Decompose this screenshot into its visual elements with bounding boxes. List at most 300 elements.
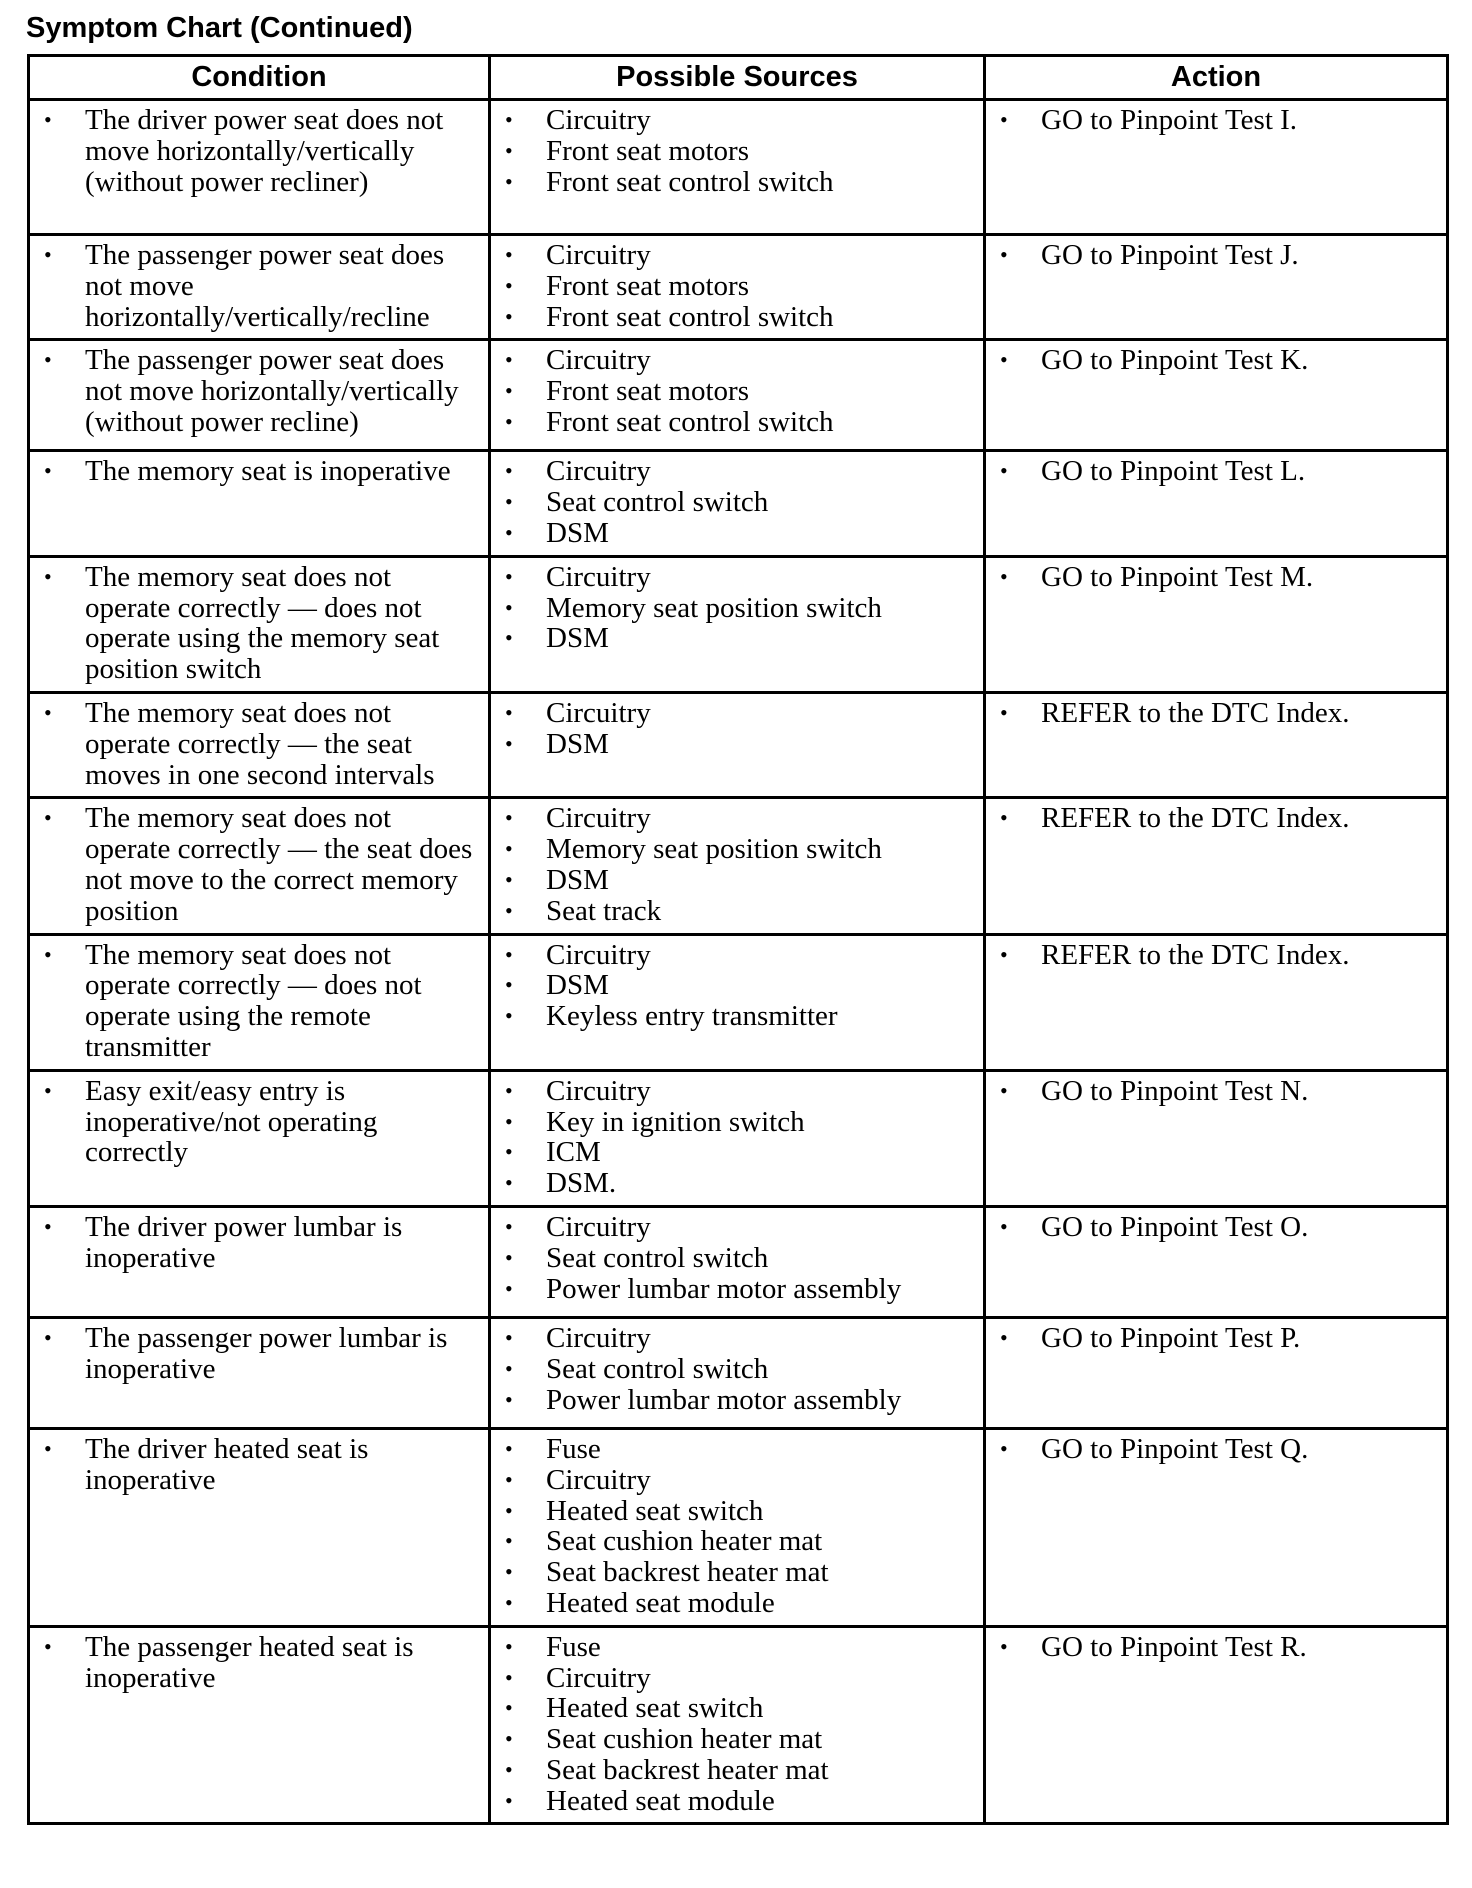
condition-cell [29, 451, 490, 556]
table-header-row [29, 56, 1448, 100]
list-item [30, 1434, 480, 1496]
list-item [986, 1076, 1438, 1107]
condition-cell-list [30, 1076, 480, 1168]
list-item [491, 623, 975, 654]
list-item-text: The driver heated seat is inoperative [85, 1432, 369, 1496]
bullet-icon: • [505, 805, 513, 831]
list-item [986, 105, 1438, 136]
condition-cell-list [30, 698, 480, 790]
bullet-icon: • [44, 1213, 52, 1239]
list-item [491, 1137, 975, 1168]
condition-cell [29, 556, 490, 692]
list-item-text: The driver power lumbar is inoperative [85, 1210, 403, 1274]
list-item-text: DSM. [546, 1167, 617, 1200]
list-item-text: DSM [546, 969, 609, 1002]
bullet-icon: • [505, 378, 513, 404]
bullet-icon: • [505, 730, 513, 756]
list-item [491, 1557, 975, 1588]
list-item-text: The passenger heated seat is inoperative [85, 1630, 414, 1694]
sources-cell-list [491, 456, 975, 548]
list-item [986, 1212, 1438, 1243]
condition-cell [29, 798, 490, 934]
condition-cell [29, 1626, 490, 1824]
sources-cell [490, 556, 985, 692]
list-item [30, 698, 480, 790]
table-row [29, 1206, 1448, 1317]
list-item-text: Circuitry [546, 938, 651, 971]
bullet-icon: • [505, 242, 513, 267]
list-item-text: Circuitry [546, 1210, 651, 1243]
bullet-icon: • [44, 1633, 52, 1659]
bullet-icon: • [1000, 941, 1008, 967]
list-item-text: Seat control switch [546, 486, 769, 519]
list-item-text: Circuitry [546, 696, 651, 729]
action-cell-list [986, 240, 1438, 271]
list-item [986, 456, 1438, 487]
list-item [491, 487, 975, 518]
sources-cell [490, 451, 985, 556]
bullet-icon: • [44, 242, 52, 267]
action-cell-list [986, 562, 1438, 593]
bullet-icon: • [1000, 699, 1008, 725]
condition-cell [29, 934, 490, 1070]
bullet-icon: • [505, 1244, 513, 1270]
bullet-icon: • [505, 1170, 513, 1196]
bullet-icon: • [1000, 1324, 1008, 1350]
list-item [491, 1385, 975, 1416]
bullet-icon: • [44, 941, 52, 967]
bullet-icon: • [505, 519, 513, 545]
sources-cell [490, 1070, 985, 1206]
bullet-icon: • [505, 408, 513, 434]
sources-cell-list [491, 1212, 975, 1304]
list-item-text: Front seat control switch [546, 405, 834, 438]
table-row [29, 340, 1448, 451]
bullet-icon: • [505, 1466, 513, 1492]
list-item-text: The passenger power seat does not move horizontally/vertically/recline [85, 239, 445, 333]
bullet-icon: • [505, 303, 513, 329]
condition-cell [29, 1070, 490, 1206]
action-cell-list [986, 456, 1438, 487]
bullet-icon: • [505, 594, 513, 620]
action-cell-list [986, 1434, 1438, 1465]
bullet-icon: • [505, 836, 513, 862]
sources-cell [490, 100, 985, 235]
list-item [491, 167, 975, 198]
action-cell [985, 235, 1448, 340]
list-item [491, 518, 975, 549]
bullet-icon: • [1000, 458, 1008, 484]
list-item-text: Key in ignition switch [546, 1105, 805, 1138]
list-item [30, 1632, 480, 1694]
table-row [29, 692, 1448, 797]
list-item [491, 136, 975, 167]
bullet-icon: • [1000, 347, 1008, 373]
list-item [491, 1693, 975, 1724]
list-item [986, 240, 1438, 271]
list-item [491, 1243, 975, 1274]
table-row [29, 1428, 1448, 1626]
condition-cell-list [30, 1212, 480, 1274]
list-item-text: The memory seat does not operate correctly — the seat does not move to the correct memory position [85, 802, 473, 927]
list-item-text: GO to Pinpoint Test Q. [1041, 1432, 1309, 1465]
condition-cell-list [30, 240, 480, 332]
list-item-text: Front seat motors [546, 375, 749, 408]
action-cell [985, 451, 1448, 556]
list-item [986, 1632, 1438, 1663]
action-cell-list [986, 1632, 1438, 1663]
condition-cell-list [30, 345, 480, 437]
list-item [30, 1212, 480, 1274]
list-item-text: GO to Pinpoint Test N. [1041, 1074, 1309, 1107]
list-item-text: ICM [546, 1136, 601, 1169]
list-item [986, 1434, 1438, 1465]
action-cell [985, 100, 1448, 235]
sources-cell [490, 340, 985, 451]
list-item [491, 834, 975, 865]
list-item [30, 1076, 480, 1168]
sources-cell-list [491, 562, 975, 654]
condition-cell-list [30, 1323, 480, 1385]
list-item-text: Heated seat switch [546, 1692, 764, 1725]
list-item [491, 1526, 975, 1557]
list-item [491, 407, 975, 438]
list-item [491, 970, 975, 1001]
action-cell [985, 798, 1448, 934]
list-item-text: Heated seat module [546, 1586, 775, 1619]
condition-cell [29, 235, 490, 340]
sources-cell [490, 1626, 985, 1824]
sources-cell [490, 235, 985, 340]
bullet-icon: • [505, 107, 513, 132]
list-item-text: Front seat motors [546, 269, 749, 302]
bullet-icon: • [44, 107, 52, 132]
list-item-text: The passenger power seat does not move horizontally/vertically (without power recline) [85, 344, 459, 438]
list-item [491, 302, 975, 333]
bullet-icon: • [505, 1726, 513, 1752]
list-item [491, 1496, 975, 1527]
bullet-icon: • [505, 272, 513, 298]
action-cell [985, 934, 1448, 1070]
list-item-text: REFER to the DTC Index. [1041, 696, 1350, 729]
list-item-text: The memory seat is inoperative [85, 455, 451, 488]
list-item-text: Seat backrest heater mat [546, 1556, 829, 1589]
sources-cell [490, 1428, 985, 1626]
list-item-text: DSM [546, 727, 609, 760]
list-item-text: Easy exit/easy entry is inoperative/not operating correctly [85, 1074, 378, 1169]
list-item [491, 1632, 975, 1663]
list-item-text: GO to Pinpoint Test L. [1041, 455, 1306, 488]
list-item-text: Front seat motors [546, 134, 749, 167]
action-cell [985, 340, 1448, 451]
list-item [30, 456, 480, 487]
bullet-icon: • [1000, 1213, 1008, 1239]
condition-cell [29, 1317, 490, 1428]
list-item [30, 940, 480, 1063]
list-item [30, 803, 480, 926]
list-item [986, 345, 1438, 376]
table-row [29, 1070, 1448, 1206]
bullet-icon: • [505, 1139, 513, 1165]
list-item [491, 345, 975, 376]
list-item [986, 940, 1438, 971]
list-item [491, 1076, 975, 1107]
list-item-text: Fuse [546, 1432, 601, 1465]
list-item [491, 1274, 975, 1305]
sources-cell [490, 934, 985, 1070]
list-item-text: The passenger power lumbar is inoperative [85, 1321, 448, 1385]
list-item-text: Memory seat position switch [546, 833, 882, 866]
bullet-icon: • [1000, 1077, 1008, 1103]
list-item [491, 1724, 975, 1755]
condition-cell [29, 1206, 490, 1317]
bullet-icon: • [505, 1077, 513, 1103]
action-cell [985, 692, 1448, 797]
bullet-icon: • [505, 1213, 513, 1239]
bullet-icon: • [505, 1589, 513, 1615]
list-item [986, 562, 1438, 593]
sources-cell-list [491, 698, 975, 760]
list-item [491, 562, 975, 593]
bullet-icon: • [505, 1559, 513, 1585]
action-cell-list [986, 105, 1438, 136]
bullet-icon: • [44, 699, 52, 725]
condition-cell-list [30, 940, 480, 1063]
action-cell [985, 1070, 1448, 1206]
list-item [491, 1434, 975, 1465]
list-item-text: DSM [546, 863, 609, 896]
list-item-text: Seat cushion heater mat [546, 1525, 823, 1558]
condition-cell-list [30, 1632, 480, 1694]
list-item-text: Front seat control switch [546, 300, 834, 333]
bullet-icon: • [505, 1497, 513, 1523]
list-item-text: The memory seat does not operate correctly — does not operate using the memory seat position switch [85, 560, 440, 686]
table-row [29, 798, 1448, 934]
list-item-text: Seat track [546, 894, 662, 927]
bullet-icon: • [505, 1108, 513, 1134]
symptom-chart-table [27, 54, 1449, 1825]
action-cell-list [986, 940, 1438, 971]
table-row [29, 235, 1448, 340]
list-item [30, 1323, 480, 1385]
bullet-icon: • [505, 1664, 513, 1690]
bullet-icon: • [505, 1756, 513, 1782]
list-item-text: GO to Pinpoint Test M. [1041, 560, 1314, 593]
condition-cell [29, 340, 490, 451]
action-cell [985, 1206, 1448, 1317]
action-cell-list [986, 803, 1438, 834]
list-item-text: Keyless entry transmitter [546, 1000, 838, 1033]
action-cell-list [986, 345, 1438, 376]
bullet-icon: • [505, 458, 513, 484]
sources-cell-list [491, 105, 975, 197]
list-item [986, 698, 1438, 729]
bullet-icon: • [505, 1275, 513, 1301]
action-cell [985, 1626, 1448, 1824]
list-item-text: The driver power seat does not move horizontally/vertically (without power recliner) [85, 104, 444, 198]
condition-cell [29, 692, 490, 797]
table-body [29, 100, 1448, 1824]
bullet-icon: • [505, 1386, 513, 1412]
action-cell [985, 1428, 1448, 1626]
list-item [491, 456, 975, 487]
list-item [491, 1354, 975, 1385]
list-item-text: GO to Pinpoint Test R. [1041, 1630, 1307, 1663]
bullet-icon: • [44, 563, 52, 589]
bullet-icon: • [505, 168, 513, 194]
list-item [491, 593, 975, 624]
list-item-text: Circuitry [546, 104, 651, 136]
list-item-text: Circuitry [546, 344, 651, 377]
list-item [491, 729, 975, 760]
condition-cell-list [30, 456, 480, 487]
bullet-icon: • [505, 897, 513, 923]
list-item [30, 562, 480, 685]
list-item-text: Front seat control switch [546, 165, 834, 198]
list-item [491, 1168, 975, 1199]
condition-cell-list [30, 105, 480, 197]
list-item-text: REFER to the DTC Index. [1041, 802, 1350, 835]
column-header-condition: Condition [29, 56, 490, 100]
bullet-icon: • [44, 1324, 52, 1350]
bullet-icon: • [505, 699, 513, 725]
list-item-text: Circuitry [546, 802, 651, 835]
table-row [29, 100, 1448, 235]
list-item [491, 1588, 975, 1619]
bullet-icon: • [505, 137, 513, 163]
bullet-icon: • [1000, 242, 1008, 267]
list-item-text: Seat backrest heater mat [546, 1753, 829, 1786]
list-item [30, 105, 480, 197]
table-row [29, 556, 1448, 692]
sources-cell-list [491, 240, 975, 332]
sources-cell-list [491, 1434, 975, 1619]
bullet-icon: • [505, 941, 513, 967]
table-row [29, 934, 1448, 1070]
list-item-text: GO to Pinpoint Test K. [1041, 344, 1309, 377]
list-item-text: Circuitry [546, 455, 651, 488]
condition-cell-list [30, 1434, 480, 1496]
condition-cell-list [30, 562, 480, 685]
column-header-action: Action [985, 56, 1448, 100]
list-item-text: Circuitry [546, 1321, 651, 1354]
list-item-text: REFER to the DTC Index. [1041, 938, 1350, 971]
bullet-icon: • [1000, 1633, 1008, 1659]
list-item [491, 1465, 975, 1496]
action-cell-list [986, 1076, 1438, 1107]
list-item [986, 803, 1438, 834]
bullet-icon: • [44, 458, 52, 484]
bullet-icon: • [44, 1435, 52, 1461]
sources-cell-list [491, 803, 975, 926]
list-item [491, 698, 975, 729]
list-item-text: Circuitry [546, 1661, 651, 1694]
list-item [491, 896, 975, 927]
list-item-text: Heated seat switch [546, 1494, 764, 1527]
list-item-text: GO to Pinpoint Test J. [1041, 239, 1299, 271]
table-row [29, 1317, 1448, 1428]
list-item [491, 940, 975, 971]
list-item-text: Memory seat position switch [546, 591, 882, 624]
bullet-icon: • [505, 1633, 513, 1659]
list-item [491, 1663, 975, 1694]
list-item-text: Circuitry [546, 239, 651, 271]
bullet-icon: • [1000, 805, 1008, 831]
bullet-icon: • [505, 1787, 513, 1813]
list-item-text: Power lumbar motor assembly [546, 1272, 902, 1305]
list-item-text: GO to Pinpoint Test I. [1041, 104, 1298, 136]
list-item-text: Heated seat module [546, 1784, 775, 1817]
sources-cell [490, 1317, 985, 1428]
list-item [491, 376, 975, 407]
table-row [29, 1626, 1448, 1824]
list-item [491, 1786, 975, 1817]
table-row [29, 451, 1448, 556]
action-cell-list [986, 698, 1438, 729]
bullet-icon: • [505, 1355, 513, 1381]
sources-cell [490, 1206, 985, 1317]
condition-cell [29, 100, 490, 235]
bullet-icon: • [505, 972, 513, 998]
action-cell [985, 556, 1448, 692]
bullet-icon: • [505, 625, 513, 651]
bullet-icon: • [1000, 107, 1008, 132]
condition-cell-list [30, 803, 480, 926]
action-cell [985, 1317, 1448, 1428]
list-item-text: Circuitry [546, 560, 651, 593]
bullet-icon: • [1000, 563, 1008, 589]
list-item [491, 865, 975, 896]
page-title: Symptom Chart (Continued) [26, 12, 413, 44]
sources-cell-list [491, 1076, 975, 1199]
list-item [491, 1323, 975, 1354]
list-item-text: Fuse [546, 1630, 601, 1663]
list-item [491, 271, 975, 302]
list-item-text: Seat control switch [546, 1241, 769, 1274]
column-header-sources: Possible Sources [490, 56, 985, 100]
list-item [491, 105, 975, 136]
list-item-text: The memory seat does not operate correctly — does not operate using the remote transmitter [85, 938, 422, 1063]
bullet-icon: • [44, 805, 52, 831]
list-item [30, 345, 480, 437]
bullet-icon: • [505, 489, 513, 515]
list-item-text: DSM [546, 516, 609, 549]
bullet-icon: • [505, 1003, 513, 1029]
bullet-icon: • [44, 347, 52, 373]
sources-cell-list [491, 1323, 975, 1415]
sources-cell-list [491, 1632, 975, 1817]
list-item-text: Seat control switch [546, 1352, 769, 1385]
list-item-text: GO to Pinpoint Test O. [1041, 1210, 1309, 1243]
sources-cell-list [491, 940, 975, 1032]
list-item [491, 1107, 975, 1138]
list-item [491, 240, 975, 271]
bullet-icon: • [505, 563, 513, 589]
bullet-icon: • [505, 866, 513, 892]
sources-cell-list [491, 345, 975, 437]
condition-cell [29, 1428, 490, 1626]
sources-cell [490, 798, 985, 934]
list-item-text: The memory seat does not operate correctly — the seat moves in one second intervals [85, 696, 435, 791]
bullet-icon: • [505, 347, 513, 373]
list-item-text: GO to Pinpoint Test P. [1041, 1321, 1301, 1354]
list-item-text: Circuitry [546, 1074, 651, 1107]
action-cell-list [986, 1212, 1438, 1243]
list-item [30, 240, 480, 332]
bullet-icon: • [505, 1324, 513, 1350]
bullet-icon: • [44, 1077, 52, 1103]
bullet-icon: • [1000, 1435, 1008, 1461]
